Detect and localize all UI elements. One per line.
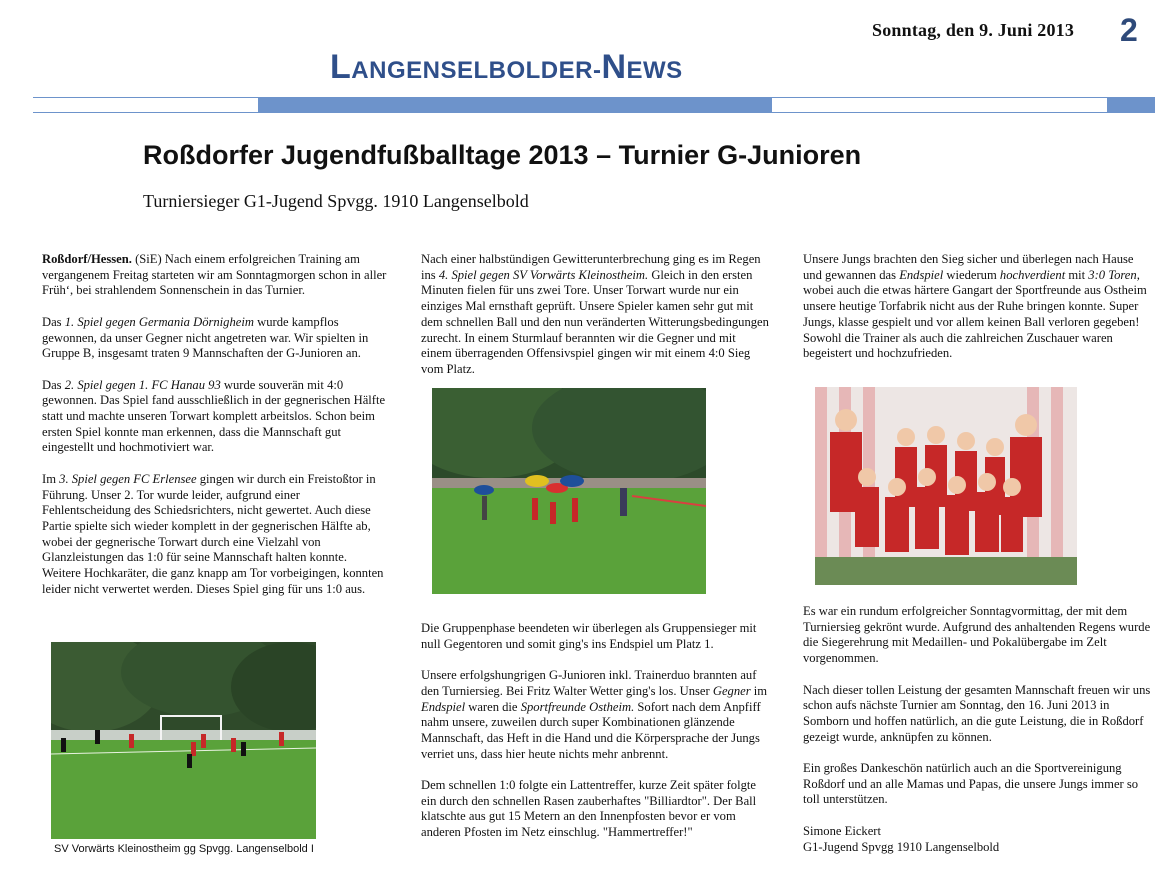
issue-date: Sonntag, den 9. Juni 2013 (872, 20, 1075, 40)
article-column-3 (803, 252, 1153, 378)
article-column-3-lower (803, 604, 1153, 855)
paragraph: Es war ein rundum erfolgreicher Sonntagvormittag, der mit dem Turniersieg gekrönt wurde. Aufgrund des anhaltenden Regens wurde die Siegerehrung mit Medaillen- und Pokalübergabe im Zelt vorgenommen. (803, 604, 1151, 666)
header-band-right (1107, 98, 1155, 112)
paragraph: Nach einer halbstündigen Gewitterunterbrechung ging es im Regen ins 4. Spiel gegen SV Vorwärts Kleinostheim. Gleich in den ersten Minuten fielen für uns zwei Tore. Unser Torwart wurde nur ein einziges Mal ernsthaft geprüft. Unsere Spieler kamen sehr gut mit dem schnellen Ball und den nun veränderten Witterungsbedingungen zurecht. In einem Sturmlauf berannten wir die Gegner und mit einem überragenden Offensivspiel gingen wir mit einem 4:0 Sieg vom Platz. (421, 252, 769, 376)
paragraph: Roßdorf/Hessen. (SiE) Nach einem erfolgreichen Training am vergangenem Freitag starteten wir am Sonntagmorgen schon in aller Früh‘, bei strahlendem Sonnenschein in das Turnier. (42, 252, 387, 298)
article-subheadline: Turniersieger G1-Jugend Spvgg. 1910 Langenselbold (143, 191, 529, 211)
match-photo (51, 642, 316, 839)
paragraph: Das 2. Spiel gegen 1. FC Hanau 93 wurde souverän mit 4:0 gewonnen. Das Spiel fand ausschließlich in der gegnerischen Hälfte statt und machte unseren Torwart komplett arbeitslos. Schon beim ersten Spiel konnte man erkennen, dass die Mannschaft gut eingestellt und hochmotiviert war. (42, 377, 386, 455)
paragraph: Die Gruppenphase beendeten wir überlegen als Gruppensieger mit null Gegentoren und somit ging's ins Endspiel um Platz 1. (421, 621, 757, 651)
article-column-2-lower (421, 621, 769, 857)
photo-caption: SV Vorwärts Kleinostheim gg Spvgg. Langenselbold I (54, 843, 314, 855)
author-team: G1-Jugend Spvgg 1910 Langenselbold (803, 839, 1000, 854)
header-rule-bottom (33, 112, 1155, 113)
paragraph: Das 1. Spiel gegen Germania Dörnigheim wurde kampflos gewonnen, da unser Gegner nicht angetreten war. Wir spielten in Gruppe B, insgesamt traten 9 Mannschaften der G-Junioren an. (42, 314, 369, 361)
paragraph: Unsere erfolgshungrigen G-Junioren inkl. Trainerduo brannten auf den Turniersieg. Bei Fritz Walter Wetter ging's los. Unser Gegner im Endspiel waren die Sportfreunde Ostheim. Sofort nach dem Anpfiff nahm unsere, zuweilen durch super Kombinationen glänzende Mannschaft, das Heft in die Hand und die Körpersprache der Jungs verriet uns, dass hier heute nichts mehr anbrennt. (421, 668, 768, 761)
team-photo (815, 387, 1077, 585)
masthead: LANGENSELBOLDER-NEWS (330, 48, 683, 86)
author-name: Simone Eickert (803, 823, 881, 838)
page-number: 2 (1120, 12, 1138, 48)
paragraph: Ein großes Dankeschön natürlich auch an die Sportvereinigung Roßdorf und an alle Mamas und Papas, die unsere Jungs immer so toll unterstützen. (803, 761, 1139, 807)
paragraph: Im 3. Spiel gegen FC Erlensee gingen wir durch ein Freistoßtor in Führung. Unser 2. Tor wurde leider, aufgrund einer Fehlentscheidung des Schiedsrichters, nicht gewertet. Auch diese Partie spielte sich wieder komplett in der gegnerischen Hälfte ab, wobei der gegnerische Torwart durch eine Vielzahl von Glanzleistungen das 1:0 für seine Mannschaft halten konnte. Weitere Hochkaräter, die ganz knapp am Tor vorbeigingen, konnten leider nicht verwertet werden. Dieses Spiel ging für uns 1:0 aus. (42, 471, 384, 596)
paragraph: Unsere Jungs brachten den Sieg sicher und überlegen nach Hause und gewannen das Endspiel wiederum hochverdient mit 3:0 Toren, wobei auch die etwas härtere Gangart der Sportfreunde aus Ostheim unsere heutige Torfabrik nicht aus der Ruhe bringen konnte. Super Jungs, klasse gespielt und vor allem keinen Ball verloren gegeben! Sowohl die Trainer als auch die zahlreichen Zuschauer waren begeistert und hochzufrieden. (803, 252, 1147, 361)
rain-photo (432, 388, 706, 594)
paragraph: Dem schnellen 1:0 folgte ein Lattentreffer, kurze Zeit später folgte ein durch den schnellen Rasen zauberhaftes "Billiardtor". Der Ball klatschte aus gut 15 Metern an den Innenpfosten bevor er vom anderen Pfosten im Netz einschlug. "Hammertreffer!" (421, 778, 757, 840)
article-column-2 (421, 252, 769, 393)
article-headline: Roßdorfer Jugendfußballtage 2013 – Turnier G-Junioren (143, 140, 862, 170)
header-band-left (258, 98, 772, 112)
paragraph: Nach dieser tollen Leistung der gesamten Mannschaft freuen wir uns schon aufs nächste Turnier am Sonntag, den 16. Juni 2013 in Somborn und hoffen natürlich, an die gute Leistung, die in Roßdorf gezeigt wurde, anknüpfen zu können. (803, 682, 1151, 744)
article-column-1 (42, 252, 388, 613)
